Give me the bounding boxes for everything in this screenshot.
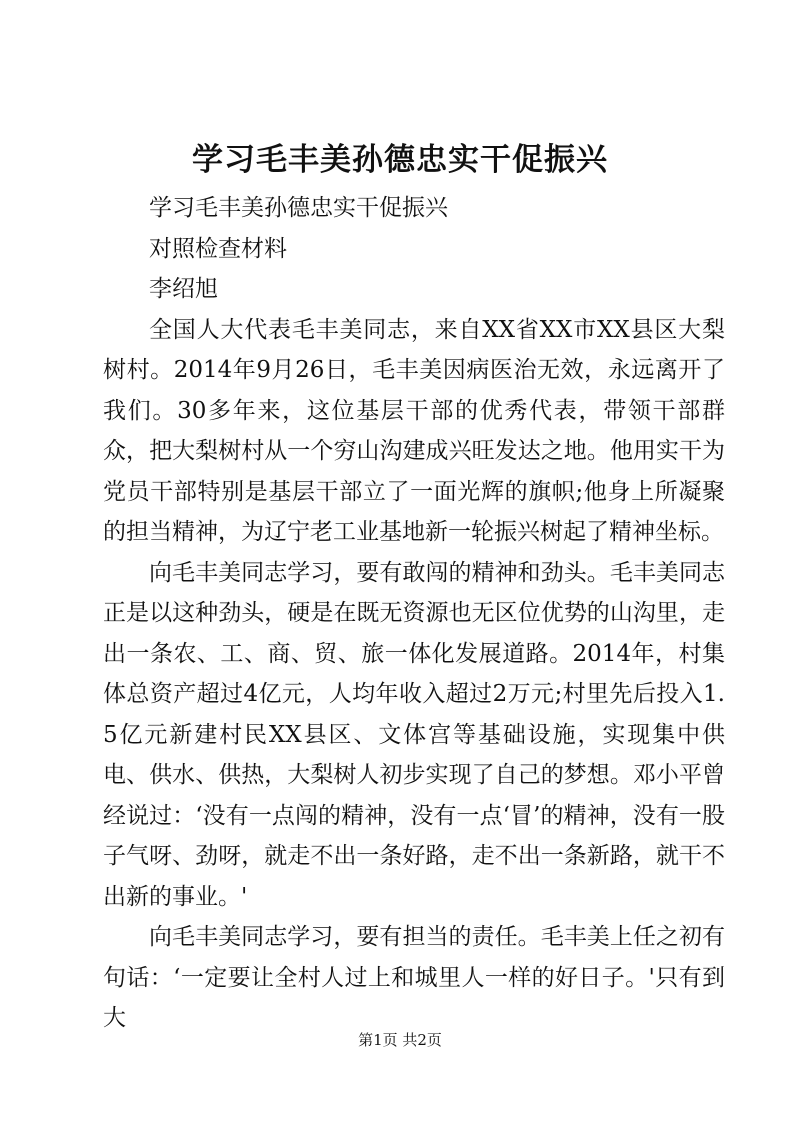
paragraph-author: 李绍旭: [149, 276, 218, 302]
paragraph-subtitle: 学习毛丰美孙德忠实干促振兴: [149, 195, 448, 221]
paragraph-intro: 全国人大代表毛丰美同志，来自XX省XX市XX县区大梨树村。2014年9月26日，毛丰美因病医治无效，永远离开了我们。30多年来，这位基层干部的优秀代表，带领干部群众，把大梨树村从一个穷山沟建成兴旺发达之地。他用实干为党员干部特别是基层干部立了一面光辉的旗帜;他身上所凝聚的担当精神，为辽宁老工业基地新一轮振兴树起了精神坐标。: [103, 316, 725, 545]
page-number-footer: 第1页 共2页: [358, 1031, 442, 1049]
document-title: 学习毛丰美孙德忠实干促振兴: [192, 142, 608, 178]
paragraph-courage: 向毛丰美同志学习，要有敢闯的精神和劲头。毛丰美同志正是以这种劲头，硬是在既无资源也无区位优势的山沟里，走出一条农、工、商、贸、旅一体化发展道路。2014年，村集体总资产超过4亿元，人均年收入超过2万元;村里先后投入1.5亿元新建村民XX县区、文体宫等基础设施，实现集中供电、供水、供热，大梨树人初步实现了自己的梦想。邓小平曾经说过：‘没有一点闯的精神，没有一点‘冒’的精神，没有一股子气呀、劲呀，就走不出一条好路，走不出一条新路，就干不出新的事业。': [103, 559, 725, 910]
paragraph-responsibility: 向毛丰美同志学习，要有担当的责任。毛丰美上任之初有句话：‘一定要让全村人过上和城里人一样的好日子。'只有到大: [103, 924, 725, 1031]
paragraph-material-type: 对照检查材料: [149, 235, 287, 262]
document-body: [103, 188, 725, 1039]
